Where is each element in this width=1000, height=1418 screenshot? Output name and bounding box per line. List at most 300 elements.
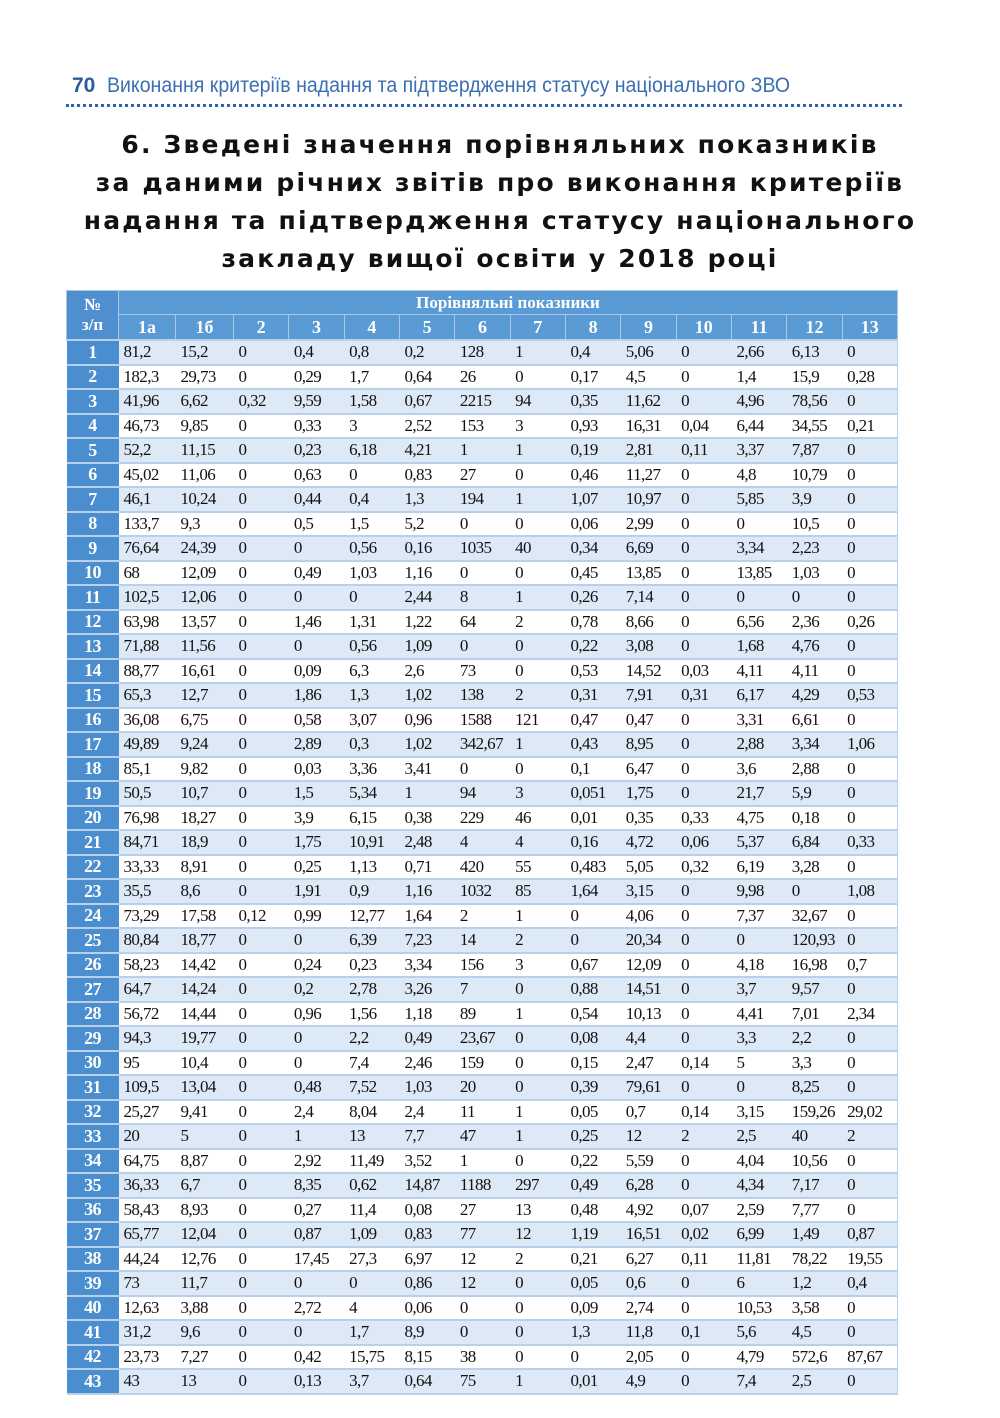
table-cell: 0 <box>289 536 344 561</box>
table-cell: 0 <box>842 512 897 537</box>
table-cell: 0 <box>234 1051 289 1076</box>
table-cell: 4,29 <box>787 683 842 708</box>
table-cell: 2,52 <box>399 414 454 439</box>
table-cell: 14,44 <box>176 1002 234 1027</box>
table-cell: 0,21 <box>565 1247 620 1272</box>
table-cell: 1,18 <box>399 1002 454 1027</box>
table-cell: 14,52 <box>621 659 676 684</box>
table-cell: 0,4 <box>344 487 399 512</box>
table-cell: 4,18 <box>731 953 786 978</box>
table-cell: 2,5 <box>731 1124 786 1149</box>
table-cell: 2,48 <box>399 830 454 855</box>
table-cell: 18,9 <box>176 830 234 855</box>
table-cell: 3,31 <box>731 708 786 733</box>
table-cell: 572,6 <box>787 1345 842 1370</box>
table-cell: 0 <box>676 1026 731 1051</box>
table-cell: 0 <box>234 512 289 537</box>
table-cell: 12,04 <box>176 1222 234 1247</box>
table-cell: 13,85 <box>621 561 676 586</box>
column-header: 1а <box>119 315 176 341</box>
table-cell: 0 <box>842 487 897 512</box>
table-cell: 0,46 <box>565 463 620 488</box>
table-cell: 0 <box>842 1173 897 1198</box>
table-cell: 14 <box>455 928 510 953</box>
table-row <box>67 1149 898 1174</box>
table-cell: 0 <box>676 928 731 953</box>
table-cell: 0 <box>289 1320 344 1345</box>
table-cell: 1188 <box>455 1173 510 1198</box>
table-cell: 7,4 <box>344 1051 399 1076</box>
table-cell: 1,22 <box>399 610 454 635</box>
table-cell: 58,23 <box>119 953 176 978</box>
table-cell: 0,43 <box>565 732 620 757</box>
table-cell: 0 <box>234 806 289 831</box>
table-cell: 0 <box>234 659 289 684</box>
table-cell: 0 <box>676 1271 731 1296</box>
column-header: 1б <box>176 315 234 341</box>
table-cell: 8,93 <box>176 1198 234 1223</box>
table-cell: 0,22 <box>565 1149 620 1174</box>
table-cell: 84,71 <box>119 830 176 855</box>
table-cell: 49,89 <box>119 732 176 757</box>
table-cell: 4,11 <box>787 659 842 684</box>
table-cell: 0,06 <box>676 830 731 855</box>
table-cell: 11,06 <box>176 463 234 488</box>
table-cell: 0 <box>676 732 731 757</box>
table-cell: 11 <box>455 1100 510 1125</box>
table-cell: 0 <box>842 928 897 953</box>
table-cell: 1,07 <box>565 487 620 512</box>
table-cell: 0 <box>234 1173 289 1198</box>
table-row <box>67 340 898 365</box>
table-cell: 2,2 <box>787 1026 842 1051</box>
table-cell: 4,11 <box>731 659 786 684</box>
table-cell: 0 <box>676 487 731 512</box>
table-cell: 29,73 <box>176 365 234 390</box>
table-cell: 0 <box>234 855 289 880</box>
table-cell: 2,89 <box>289 732 344 757</box>
table-cell: 11,56 <box>176 634 234 659</box>
table-cell: 0 <box>234 365 289 390</box>
table-cell: 11,27 <box>621 463 676 488</box>
dotted-divider <box>66 104 902 107</box>
table-cell: 6,99 <box>731 1222 786 1247</box>
table-cell: 6,28 <box>621 1173 676 1198</box>
table-cell: 7,37 <box>731 904 786 929</box>
table-cell: 20 <box>119 1124 176 1149</box>
table-cell: 44,24 <box>119 1247 176 1272</box>
column-header: 12 <box>787 315 842 341</box>
table-cell: 23,73 <box>119 1345 176 1370</box>
table-cell: 4,41 <box>731 1002 786 1027</box>
row-number: 7 <box>67 487 119 512</box>
table-cell: 10,13 <box>621 1002 676 1027</box>
table-cell: 0,25 <box>289 855 344 880</box>
table-row <box>67 659 898 684</box>
table-cell: 0,49 <box>399 1026 454 1051</box>
table-row <box>67 463 898 488</box>
table-cell: 20 <box>455 1075 510 1100</box>
table-cell: 4,34 <box>731 1173 786 1198</box>
table-cell: 0,23 <box>344 953 399 978</box>
table-cell: 2 <box>510 610 565 635</box>
group-header: Порівняльні показники <box>119 291 898 315</box>
table-cell: 3,88 <box>176 1296 234 1321</box>
table-cell: 0 <box>842 438 897 463</box>
row-number: 33 <box>67 1124 119 1149</box>
table-cell: 3,34 <box>787 732 842 757</box>
row-number: 4 <box>67 414 119 439</box>
table-cell: 1,13 <box>344 855 399 880</box>
table-row <box>67 512 898 537</box>
table-cell: 10,79 <box>787 463 842 488</box>
table-cell: 16,31 <box>621 414 676 439</box>
table-cell: 43 <box>119 1369 176 1394</box>
table-cell: 0 <box>676 610 731 635</box>
table-cell: 18,77 <box>176 928 234 953</box>
table-cell: 0 <box>234 1100 289 1125</box>
table-cell: 0 <box>842 1369 897 1394</box>
table-cell: 0,33 <box>842 830 897 855</box>
table-cell: 73 <box>455 659 510 684</box>
table-cell: 89 <box>455 1002 510 1027</box>
table-cell: 5,9 <box>787 781 842 806</box>
table-cell: 0 <box>842 1198 897 1223</box>
table-cell: 0,83 <box>399 463 454 488</box>
table-cell: 3,34 <box>731 536 786 561</box>
table-cell: 1,03 <box>399 1075 454 1100</box>
table-cell: 29,02 <box>842 1100 897 1125</box>
table-cell: 0 <box>510 561 565 586</box>
table-cell: 0,48 <box>565 1198 620 1223</box>
table-cell: 9,6 <box>176 1320 234 1345</box>
table-cell: 21,7 <box>731 781 786 806</box>
table-cell: 7,87 <box>787 438 842 463</box>
table-cell: 41,96 <box>119 389 176 414</box>
row-number: 35 <box>67 1173 119 1198</box>
table-cell: 2,2 <box>344 1026 399 1051</box>
table-cell: 1,68 <box>731 634 786 659</box>
table-cell: 0 <box>842 855 897 880</box>
table-cell: 6,56 <box>731 610 786 635</box>
table-row <box>67 879 898 904</box>
table-cell: 88,77 <box>119 659 176 684</box>
table-cell: 17,45 <box>289 1247 344 1272</box>
table-cell: 1,03 <box>344 561 399 586</box>
num-abbrev: з/п <box>81 315 104 334</box>
table-cell: 1,75 <box>289 830 344 855</box>
table-cell: 0 <box>344 585 399 610</box>
row-number: 29 <box>67 1026 119 1051</box>
table-cell: 0,1 <box>676 1320 731 1345</box>
table-cell: 12 <box>455 1271 510 1296</box>
table-cell: 0,49 <box>565 1173 620 1198</box>
table-row <box>67 438 898 463</box>
table-cell: 2,88 <box>787 757 842 782</box>
table-cell: 2,34 <box>842 1002 897 1027</box>
table-row <box>67 708 898 733</box>
table-row <box>67 487 898 512</box>
table-cell: 0,67 <box>565 953 620 978</box>
table-cell: 0 <box>842 977 897 1002</box>
table-cell: 7,01 <box>787 1002 842 1027</box>
table-cell: 0,26 <box>565 585 620 610</box>
row-number: 11 <box>67 585 119 610</box>
table-cell: 40 <box>787 1124 842 1149</box>
table-cell: 0 <box>676 1149 731 1174</box>
table-cell: 0,7 <box>842 953 897 978</box>
table-cell: 46,1 <box>119 487 176 512</box>
table-cell: 0 <box>234 414 289 439</box>
row-number: 18 <box>67 757 119 782</box>
table-cell: 4,5 <box>621 365 676 390</box>
title-line: закладу вищої освіти у 2018 році <box>221 244 779 273</box>
table-cell: 2,4 <box>399 1100 454 1125</box>
table-cell: 7,52 <box>344 1075 399 1100</box>
table-cell: 0 <box>510 365 565 390</box>
row-number: 5 <box>67 438 119 463</box>
table-cell: 0 <box>787 585 842 610</box>
table-cell: 7,17 <box>787 1173 842 1198</box>
table-cell: 11,49 <box>344 1149 399 1174</box>
table-cell: 8,9 <box>399 1320 454 1345</box>
table-cell: 10,7 <box>176 781 234 806</box>
table-cell: 4,4 <box>621 1026 676 1051</box>
table-cell: 0 <box>842 1149 897 1174</box>
table-cell: 229 <box>455 806 510 831</box>
column-header: 4 <box>344 315 399 341</box>
table-cell: 0 <box>565 1345 620 1370</box>
title-line: 6. Зведені значення порівняльних показників <box>121 130 879 159</box>
table-cell: 0,24 <box>289 953 344 978</box>
table-cell: 0,11 <box>676 1247 731 1272</box>
table-cell: 4,79 <box>731 1345 786 1370</box>
table-cell: 0,8 <box>344 340 399 365</box>
table-cell: 5 <box>731 1051 786 1076</box>
table-cell: 15,75 <box>344 1345 399 1370</box>
table-row <box>67 1173 898 1198</box>
row-number: 43 <box>67 1369 119 1394</box>
table-cell: 0,26 <box>842 610 897 635</box>
table-row <box>67 1002 898 1027</box>
table-cell: 0 <box>676 463 731 488</box>
row-number: 39 <box>67 1271 119 1296</box>
table-cell: 0 <box>510 463 565 488</box>
table-cell: 79,61 <box>621 1075 676 1100</box>
table-cell: 0 <box>234 1198 289 1223</box>
table-cell: 1,4 <box>731 365 786 390</box>
table-cell: 0,44 <box>289 487 344 512</box>
row-number: 3 <box>67 389 119 414</box>
table-cell: 2 <box>510 928 565 953</box>
table-cell: 12 <box>510 1222 565 1247</box>
table-cell: 23,67 <box>455 1026 510 1051</box>
table-cell: 0,31 <box>565 683 620 708</box>
table-cell: 0,16 <box>399 536 454 561</box>
table-cell: 3,58 <box>787 1296 842 1321</box>
table-cell: 3,6 <box>731 757 786 782</box>
table-cell: 4,92 <box>621 1198 676 1223</box>
table-cell: 2 <box>842 1124 897 1149</box>
table-cell: 9,59 <box>289 389 344 414</box>
table-cell: 4,75 <box>731 806 786 831</box>
table-cell: 0 <box>731 512 786 537</box>
table-cell: 27 <box>455 463 510 488</box>
table-cell: 14,87 <box>399 1173 454 1198</box>
table-cell: 1,09 <box>344 1222 399 1247</box>
column-header: 7 <box>510 315 565 341</box>
table-cell: 73 <box>119 1271 176 1296</box>
table-cell: 4,06 <box>621 904 676 929</box>
column-header: 5 <box>399 315 454 341</box>
table-row <box>67 1026 898 1051</box>
table-cell: 0 <box>234 928 289 953</box>
table-row <box>67 928 898 953</box>
table-cell: 0,18 <box>787 806 842 831</box>
table-cell: 2,92 <box>289 1149 344 1174</box>
table-cell: 6 <box>731 1271 786 1296</box>
table-cell: 0 <box>234 1222 289 1247</box>
table-cell: 7,77 <box>787 1198 842 1223</box>
table-row <box>67 1100 898 1125</box>
table-cell: 3 <box>344 414 399 439</box>
table-cell: 0,02 <box>676 1222 731 1247</box>
row-number: 17 <box>67 732 119 757</box>
table-cell: 0 <box>676 561 731 586</box>
table-cell: 0,7 <box>621 1100 676 1125</box>
table-cell: 1 <box>289 1124 344 1149</box>
row-number: 36 <box>67 1198 119 1223</box>
table-cell: 0,17 <box>565 365 620 390</box>
table-cell: 12,09 <box>176 561 234 586</box>
table-row <box>67 683 898 708</box>
table-cell: 1 <box>510 1100 565 1125</box>
table-cell: 3,41 <box>399 757 454 782</box>
table-cell: 0,86 <box>399 1271 454 1296</box>
table-cell: 5,59 <box>621 1149 676 1174</box>
column-header: 11 <box>731 315 786 341</box>
table-cell: 0 <box>234 1296 289 1321</box>
table-cell: 87,67 <box>842 1345 897 1370</box>
num-symbol: № <box>83 295 102 314</box>
table-row <box>67 1320 898 1345</box>
table-cell: 120,93 <box>787 928 842 953</box>
table-cell: 0 <box>510 1026 565 1051</box>
table-cell: 0 <box>842 708 897 733</box>
table-cell: 0 <box>234 708 289 733</box>
table-row <box>67 414 898 439</box>
table-cell: 64,75 <box>119 1149 176 1174</box>
table-cell: 3 <box>510 953 565 978</box>
table-cell: 7,27 <box>176 1345 234 1370</box>
table-cell: 8,95 <box>621 732 676 757</box>
table-cell: 0,53 <box>842 683 897 708</box>
table-cell: 3,9 <box>787 487 842 512</box>
table-cell: 0 <box>289 1051 344 1076</box>
table-cell: 0,31 <box>676 683 731 708</box>
table-cell: 121 <box>510 708 565 733</box>
table-cell: 109,5 <box>119 1075 176 1100</box>
table-cell: 0 <box>510 757 565 782</box>
table-row <box>67 1124 898 1149</box>
table-cell: 1 <box>510 1369 565 1394</box>
table-row <box>67 1075 898 1100</box>
table-cell: 10,91 <box>344 830 399 855</box>
table-cell: 0,48 <box>289 1075 344 1100</box>
table-cell: 0,06 <box>399 1296 454 1321</box>
table-cell: 3,3 <box>731 1026 786 1051</box>
table-cell: 1 <box>510 732 565 757</box>
table-cell: 38 <box>455 1345 510 1370</box>
table-cell: 0,64 <box>399 365 454 390</box>
table-cell: 13 <box>176 1369 234 1394</box>
table-cell: 2,46 <box>399 1051 454 1076</box>
table-cell: 0 <box>676 953 731 978</box>
table-cell: 5,6 <box>731 1320 786 1345</box>
table-cell: 4,21 <box>399 438 454 463</box>
table-cell: 6,7 <box>176 1173 234 1198</box>
table-cell: 138 <box>455 683 510 708</box>
table-cell: 0 <box>731 928 786 953</box>
table-row <box>67 806 898 831</box>
table-cell: 3,7 <box>731 977 786 1002</box>
table-cell: 94,3 <box>119 1026 176 1051</box>
table-cell: 1,3 <box>344 683 399 708</box>
table-cell: 0 <box>842 463 897 488</box>
table-cell: 0,483 <box>565 855 620 880</box>
table-cell: 2,36 <box>787 610 842 635</box>
table-cell: 19,77 <box>176 1026 234 1051</box>
table-cell: 10,5 <box>787 512 842 537</box>
running-header <box>72 74 902 104</box>
table-cell: 10,24 <box>176 487 234 512</box>
table-cell: 12,06 <box>176 585 234 610</box>
table-cell: 1,16 <box>399 561 454 586</box>
table-cell: 10,4 <box>176 1051 234 1076</box>
table-cell: 6,44 <box>731 414 786 439</box>
row-number: 23 <box>67 879 119 904</box>
title-line: за даними річних звітів про виконання критеріїв <box>95 168 905 197</box>
table-row <box>67 830 898 855</box>
table-cell: 11,7 <box>176 1271 234 1296</box>
table-cell: 16,51 <box>621 1222 676 1247</box>
table-cell: 5 <box>176 1124 234 1149</box>
table-cell: 9,24 <box>176 732 234 757</box>
table-cell: 1,16 <box>399 879 454 904</box>
table-cell: 33,33 <box>119 855 176 880</box>
table-cell: 5,2 <box>399 512 454 537</box>
table-cell: 1588 <box>455 708 510 733</box>
table-cell: 0 <box>234 1320 289 1345</box>
table-cell: 3 <box>510 781 565 806</box>
table-cell: 7,14 <box>621 585 676 610</box>
table-cell: 0 <box>676 1296 731 1321</box>
table-cell: 0,34 <box>565 536 620 561</box>
table-cell: 1 <box>510 1124 565 1149</box>
table-cell: 0 <box>510 1345 565 1370</box>
table-cell: 0,39 <box>565 1075 620 1100</box>
table-cell: 17,58 <box>176 904 234 929</box>
table-cell: 12,09 <box>621 953 676 978</box>
table-cell: 0,13 <box>289 1369 344 1394</box>
table-cell: 4,5 <box>787 1320 842 1345</box>
row-number: 41 <box>67 1320 119 1345</box>
table-cell: 0 <box>842 340 897 365</box>
table-cell: 8,15 <box>399 1345 454 1370</box>
table-cell: 0 <box>842 1296 897 1321</box>
table-cell: 0,25 <box>565 1124 620 1149</box>
table-cell: 3,37 <box>731 438 786 463</box>
